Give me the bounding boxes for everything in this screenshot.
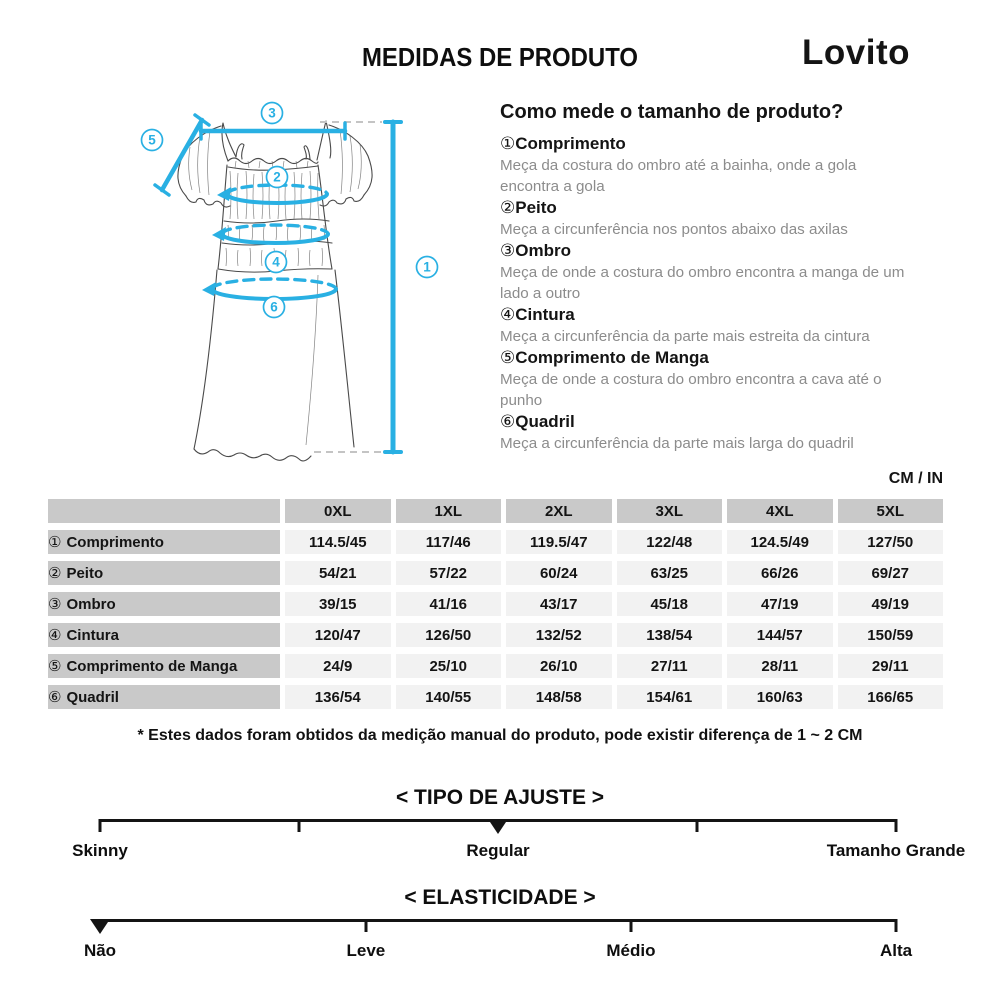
- table-row: [48, 623, 943, 647]
- row-number-badge: ⑥: [48, 689, 62, 706]
- size-value: 60/24: [506, 561, 612, 585]
- size-value: 63/25: [617, 561, 723, 585]
- measure-number-badge: ②: [500, 198, 516, 217]
- description-line: punho: [500, 392, 543, 409]
- measure-number-badge: ③: [500, 241, 516, 260]
- size-value: 49/19: [838, 592, 944, 616]
- table-row: [48, 685, 943, 709]
- scale-marker-triangle: [90, 919, 110, 934]
- elasticity-scale-track: [100, 919, 896, 935]
- row-label-text: Comprimento: [66, 534, 164, 551]
- measure-item: [500, 411, 980, 454]
- size-value: 47/19: [727, 592, 833, 616]
- description-line: Meça a circunferência da parte mais larga do quadril: [500, 435, 854, 452]
- measure-item: [500, 240, 980, 304]
- size-value: 43/17: [506, 592, 612, 616]
- size-value: 132/52: [506, 623, 612, 647]
- measure-item-desc: [500, 262, 980, 304]
- table-row: [48, 530, 943, 554]
- measure-item-desc: [500, 369, 980, 411]
- measure-item: [500, 304, 980, 347]
- guide-items: [500, 133, 980, 454]
- fit-type-scale: [0, 786, 1000, 860]
- measure-number-badge: ⑤: [500, 348, 516, 367]
- measure-item-name: [500, 197, 980, 219]
- description-line: lado a outro: [500, 285, 581, 302]
- size-value: 144/57: [727, 623, 833, 647]
- scale-label: Regular: [466, 841, 530, 860]
- table-corner-cell: [48, 499, 280, 523]
- size-value: 54/21: [285, 561, 391, 585]
- row-label: [48, 561, 280, 585]
- measure-item-desc: [500, 433, 980, 454]
- size-value: 39/15: [285, 592, 391, 616]
- page-title: MEDIDAS DE PRODUTO: [362, 42, 638, 72]
- callout-3: [262, 103, 283, 124]
- fit-type-scale-title: < TIPO DE AJUSTE >: [395, 786, 605, 809]
- size-value: 122/48: [617, 530, 723, 554]
- callout-4: [266, 252, 287, 273]
- measure-item-name: [500, 133, 980, 155]
- size-column-header: 3XL: [617, 499, 723, 523]
- measure-item-title: Comprimento: [515, 134, 626, 153]
- scale-tick: [895, 919, 898, 932]
- row-number-badge: ②: [48, 565, 62, 582]
- guide-heading: Como mede o tamanho de produto?: [500, 101, 844, 123]
- measurement-ellipse-waist: [212, 225, 328, 243]
- size-value: 114.5/45: [285, 530, 391, 554]
- callout-2: [267, 167, 288, 188]
- size-value: 24/9: [285, 654, 391, 678]
- size-value: 29/11: [838, 654, 944, 678]
- dress-diagram: [120, 95, 465, 467]
- elasticity-scale: [0, 886, 1000, 960]
- callout-1-label: 1: [423, 259, 431, 275]
- footnote: * Estes dados foram obtidos da medição manual do produto, pode existir diferença de 1 ~ 2 CM: [137, 727, 863, 744]
- row-label-text: Peito: [66, 565, 104, 582]
- table-row: [48, 561, 943, 585]
- callout-2-label: 2: [273, 169, 281, 185]
- description-line: Meça de onde a costura do ombro encontra a manga de um: [500, 264, 905, 281]
- fit-type-scale-labels: [72, 841, 966, 863]
- unit-label: CM / IN: [888, 470, 943, 487]
- size-value: 148/58: [506, 685, 612, 709]
- measure-item-title: Comprimento de Manga: [515, 348, 709, 367]
- measurement-ellipse-chest: [217, 185, 327, 203]
- description-line: Meça a circunferência da parte mais estreita da cintura: [500, 328, 870, 345]
- row-label-text: Ombro: [66, 596, 116, 613]
- brand-logo: Lovito: [802, 33, 910, 72]
- size-table: [43, 492, 948, 716]
- description-line: Meça a circunferência nos pontos abaixo das axilas: [500, 221, 848, 238]
- scale-label: Médio: [606, 941, 656, 960]
- row-label-text: Quadril: [66, 689, 119, 706]
- scale-tick: [696, 819, 699, 832]
- measure-number-badge: ⑥: [500, 412, 516, 431]
- callout-5: [142, 130, 163, 151]
- row-number-badge: ③: [48, 596, 62, 613]
- scale-label: Alta: [879, 941, 913, 960]
- scale-axis-line: [100, 919, 896, 922]
- measure-item-desc: [500, 155, 980, 197]
- callout-3-label: 3: [268, 105, 276, 121]
- size-column-header: 4XL: [727, 499, 833, 523]
- row-label: [48, 685, 280, 709]
- size-value: 127/50: [838, 530, 944, 554]
- row-number-badge: ①: [48, 534, 62, 551]
- scale-tick: [298, 819, 301, 832]
- scale-label: Leve: [346, 941, 386, 960]
- measure-item-name: [500, 411, 980, 433]
- callout-4-label: 4: [272, 254, 280, 270]
- size-value: 140/55: [396, 685, 502, 709]
- scale-tick: [99, 819, 102, 832]
- size-value: 66/26: [727, 561, 833, 585]
- size-value: 26/10: [506, 654, 612, 678]
- measure-item-name: [500, 240, 980, 262]
- size-value: 126/50: [396, 623, 502, 647]
- size-value: 117/46: [396, 530, 502, 554]
- measure-number-badge: ④: [500, 305, 516, 324]
- size-value: 120/47: [285, 623, 391, 647]
- row-label-text: Cintura: [66, 627, 119, 644]
- measure-item: [500, 347, 980, 411]
- description-line: Meça de onde a costura do ombro encontra a cava até o: [500, 371, 882, 388]
- measure-item-desc: [500, 326, 980, 347]
- table-row: [48, 592, 943, 616]
- size-table-body: [48, 530, 943, 709]
- size-value: 154/61: [617, 685, 723, 709]
- measurement-line-length: [385, 122, 401, 452]
- scale-label: Skinny: [72, 841, 128, 860]
- measure-item-title: Cintura: [515, 305, 575, 324]
- table-row: [48, 654, 943, 678]
- size-value: 27/11: [617, 654, 723, 678]
- size-column-header: 0XL: [285, 499, 391, 523]
- size-column-header: 2XL: [506, 499, 612, 523]
- elasticity-scale-labels: [83, 941, 913, 963]
- size-table-head: [48, 499, 943, 523]
- size-value: 136/54: [285, 685, 391, 709]
- measure-item-title: Quadril: [515, 412, 575, 431]
- measure-item-desc: [500, 219, 980, 240]
- scale-tick: [629, 919, 632, 932]
- callout-5-label: 5: [148, 132, 156, 148]
- description-line: Meça da costura do ombro até a bainha, onde a gola: [500, 157, 857, 174]
- row-label-text: Comprimento de Manga: [66, 658, 238, 675]
- row-label: [48, 530, 280, 554]
- row-label: [48, 654, 280, 678]
- measure-item-name: [500, 347, 980, 369]
- scale-tick: [895, 819, 898, 832]
- scale-tick: [364, 919, 367, 932]
- size-value: 41/16: [396, 592, 502, 616]
- size-column-header: 1XL: [396, 499, 502, 523]
- elasticity-scale-title: < ELASTICIDADE >: [404, 886, 596, 909]
- row-number-badge: ⑤: [48, 658, 62, 675]
- size-value: 57/22: [396, 561, 502, 585]
- measurement-ellipse-hip: [202, 279, 336, 299]
- measure-item: [500, 197, 980, 240]
- measure-item-title: Ombro: [515, 241, 571, 260]
- size-value: 69/27: [838, 561, 944, 585]
- dress-diagram-svg: [120, 95, 465, 467]
- measure-number-badge: ①: [500, 134, 516, 153]
- size-value: 25/10: [396, 654, 502, 678]
- row-label: [48, 623, 280, 647]
- size-value: 138/54: [617, 623, 723, 647]
- table-header-row: [48, 499, 943, 523]
- measure-item-name: [500, 304, 980, 326]
- scale-marker-triangle: [488, 819, 508, 834]
- measure-item-title: Peito: [515, 198, 557, 217]
- scale-label: Não: [83, 941, 117, 960]
- size-value: 160/63: [727, 685, 833, 709]
- size-column-header: 5XL: [838, 499, 944, 523]
- measure-item: [500, 133, 980, 197]
- size-value: 150/59: [838, 623, 944, 647]
- size-value: 166/65: [838, 685, 944, 709]
- description-line: encontra a gola: [500, 178, 605, 195]
- fit-type-scale-track: [100, 819, 896, 835]
- measuring-guide: [500, 101, 980, 454]
- size-value: 124.5/49: [727, 530, 833, 554]
- row-label: [48, 592, 280, 616]
- callout-1: [417, 257, 438, 278]
- scale-label: Tamanho Grande: [826, 841, 966, 860]
- size-value: 119.5/47: [506, 530, 612, 554]
- callout-6-label: 6: [270, 299, 278, 315]
- row-number-badge: ④: [48, 627, 62, 644]
- size-value: 28/11: [727, 654, 833, 678]
- size-value: 45/18: [617, 592, 723, 616]
- callout-6: [264, 297, 285, 318]
